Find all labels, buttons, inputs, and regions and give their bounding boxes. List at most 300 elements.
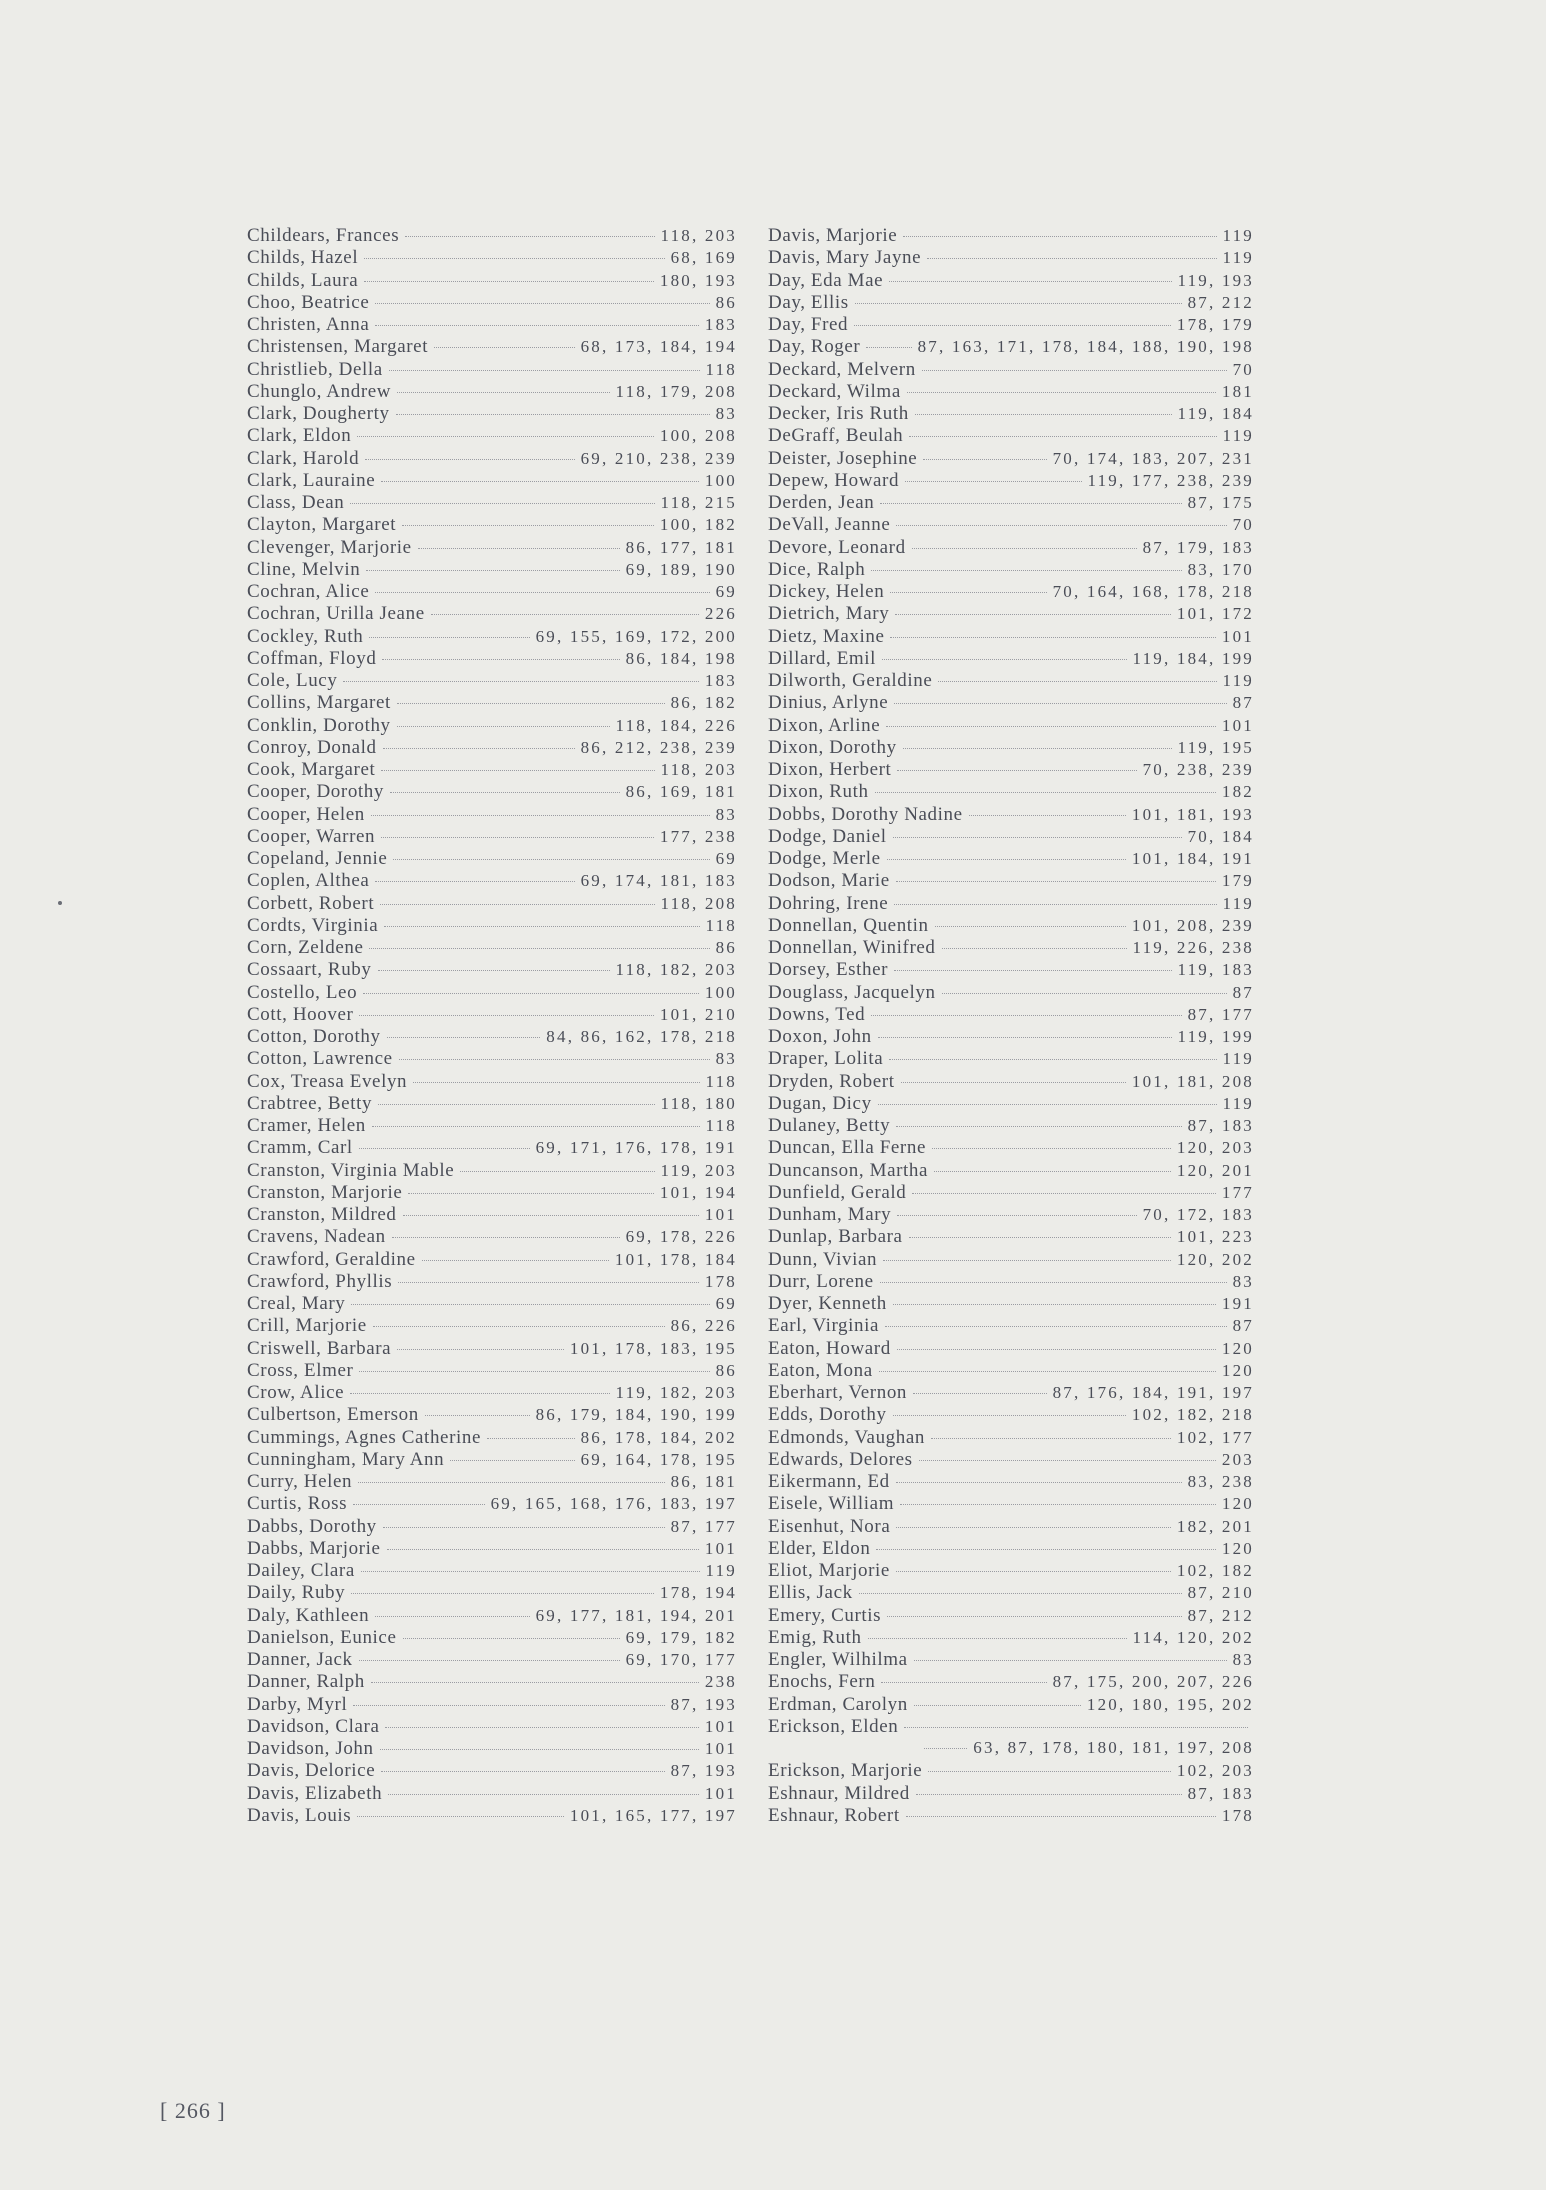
entry-name: Ellis, Jack: [768, 1582, 853, 1604]
index-entry: [768, 470, 1254, 492]
dot-leader: [906, 1816, 1216, 1817]
index-entry: [768, 1694, 1254, 1716]
entry-name: Edds, Dorothy: [768, 1404, 887, 1426]
dot-leader: [897, 770, 1136, 771]
dot-leader: [460, 1171, 654, 1172]
index-entry: [768, 1026, 1254, 1048]
entry-name: Cotton, Dorothy: [247, 1026, 381, 1047]
dot-leader: [403, 1638, 620, 1639]
entry-pages: 180, 193: [659, 270, 737, 290]
entry-pages: 87, 175, 200, 207, 226: [1052, 1672, 1254, 1692]
entry-pages: 118, 215: [660, 493, 737, 512]
entry-pages: 69, 164, 178, 195: [580, 1449, 737, 1469]
entry-name: Dunham, Mary: [768, 1204, 892, 1225]
entry-pages: 83: [1232, 1650, 1254, 1669]
dot-leader: [405, 236, 654, 237]
entry-name: DeVall, Jeanne: [768, 514, 891, 536]
dot-leader: [889, 281, 1171, 282]
entry-pages: 101, 178, 183, 195: [569, 1338, 737, 1358]
dot-leader: [351, 1593, 654, 1594]
entry-name: Clark, Lauraine: [247, 469, 376, 491]
entry-pages: 120, 180, 195, 202: [1086, 1694, 1254, 1714]
index-entry: [247, 1516, 737, 1538]
index-entry: [768, 336, 1254, 358]
entry-pages: 178, 179: [1176, 315, 1254, 334]
entry-pages: 87, 183: [1187, 1783, 1254, 1803]
dot-leader: [890, 637, 1215, 638]
entry-name: Day, Ellis: [768, 291, 849, 313]
entry-name: Christen, Anna: [247, 314, 370, 335]
entry-pages: 101, 178, 184: [614, 1249, 737, 1269]
index-entry: [247, 470, 737, 492]
index-entry: [768, 1738, 1254, 1760]
entry-name: Daly, Kathleen: [247, 1604, 370, 1626]
index-entry: [247, 937, 737, 959]
entry-pages: 191: [1221, 1294, 1254, 1313]
index-entry: [768, 959, 1254, 981]
index-entry: [247, 1449, 737, 1471]
dot-leader: [408, 1193, 654, 1194]
entry-name: Childs, Hazel: [247, 247, 359, 269]
entry-name: Eshnaur, Robert: [768, 1804, 900, 1826]
index-entry: [247, 982, 737, 1004]
entry-name: Duncan, Ella Ferne: [768, 1137, 926, 1159]
entry-pages: 226: [704, 604, 737, 624]
entry-pages: 87, 183: [1187, 1116, 1254, 1135]
entry-name: Coplen, Althea: [247, 870, 370, 892]
dot-leader: [868, 1638, 1127, 1639]
entry-pages: 69: [715, 1294, 737, 1313]
entry-pages: 87, 175: [1187, 493, 1254, 512]
entry-pages: 118, 182, 203: [615, 960, 737, 980]
entry-pages: 87, 177: [670, 1516, 737, 1536]
entry-pages: 177: [1221, 1182, 1254, 1202]
dot-leader: [885, 1326, 1227, 1327]
entry-pages: 119: [705, 1561, 737, 1580]
index-entry: [768, 804, 1254, 826]
dot-leader: [938, 681, 1216, 682]
entry-name: Cole, Lucy: [247, 670, 338, 691]
index-entry: [768, 247, 1254, 269]
entry-pages: 118, 179, 208: [615, 381, 737, 401]
entry-pages: 69, 174, 181, 183: [580, 871, 737, 891]
entry-pages: 70, 172, 183: [1142, 1205, 1254, 1224]
entry-pages: 86, 212, 238, 239: [580, 737, 737, 757]
entry-pages: 87, 193: [670, 1694, 737, 1714]
index-entry: [768, 1716, 1254, 1738]
index-entry: [247, 1605, 737, 1627]
index-entry: [768, 826, 1254, 848]
index-entry: [768, 1783, 1254, 1805]
dot-leader: [912, 548, 1137, 549]
entry-pages: 119: [1222, 226, 1254, 245]
index-entry: [247, 270, 737, 292]
index-entry: [247, 1071, 737, 1093]
entry-pages: 101, 210: [659, 1004, 737, 1024]
entry-name: Corbett, Robert: [247, 892, 375, 914]
entry-pages: 83: [715, 404, 737, 423]
entry-pages: 119: [1222, 1049, 1254, 1069]
entry-pages: 100, 182: [659, 515, 737, 535]
index-entry: [247, 959, 737, 981]
dot-leader: [922, 370, 1227, 371]
entry-name: Conklin, Dorothy: [247, 714, 391, 736]
dot-leader: [487, 1438, 575, 1439]
entry-pages: 86: [715, 1360, 737, 1380]
index-entry: [247, 1293, 737, 1315]
dot-leader: [418, 548, 620, 549]
index-entry: [247, 1226, 737, 1248]
entry-pages: 101: [704, 1538, 737, 1558]
index-entry: [247, 359, 737, 381]
entry-name: Cochran, Urilla Jeane: [247, 603, 425, 625]
entry-pages: 87, 163, 171, 178, 184, 188, 190, 198: [917, 337, 1254, 357]
entry-name: Cline, Melvin: [247, 558, 361, 580]
entry-pages: 86, 169, 181: [625, 782, 737, 802]
entry-pages: 70, 238, 239: [1142, 760, 1254, 779]
index-entry: [247, 1115, 737, 1137]
entry-pages: 83, 238: [1187, 1472, 1254, 1491]
entry-name: Costello, Leo: [247, 981, 358, 1003]
entry-pages: 101, 223: [1176, 1227, 1254, 1247]
index-entry: [768, 715, 1254, 737]
dot-leader: [383, 1527, 665, 1528]
entry-pages: 177, 238: [659, 826, 737, 846]
entry-name: Collins, Margaret: [247, 692, 391, 714]
dot-leader: [887, 859, 1126, 860]
entry-pages: 87: [1232, 693, 1254, 713]
entry-pages: 101, 181, 208: [1131, 1071, 1254, 1091]
dot-leader: [896, 1126, 1181, 1127]
index-entry: [247, 1404, 737, 1426]
entry-name: Edmonds, Vaughan: [768, 1426, 926, 1448]
index-entry: [247, 804, 737, 826]
entry-pages: 87: [1232, 982, 1254, 1002]
index-entry: [247, 1160, 737, 1182]
entry-pages: 87, 212: [1187, 1605, 1254, 1625]
dot-leader: [894, 703, 1226, 704]
index-entry: [247, 1493, 737, 1515]
entry-pages: 101: [1221, 626, 1254, 646]
entry-pages: 182: [1221, 782, 1254, 802]
dot-leader: [912, 1193, 1216, 1194]
entry-pages: 70, 184: [1187, 826, 1254, 846]
entry-pages: 119, 226, 238: [1132, 938, 1254, 957]
entry-name: Dodson, Marie: [768, 870, 890, 892]
dot-leader: [359, 1660, 620, 1661]
index-entry: [768, 781, 1254, 803]
entry-name: Daily, Ruby: [247, 1582, 346, 1604]
entry-pages: 69, 177, 181, 194, 201: [535, 1605, 737, 1625]
dot-leader: [896, 1482, 1182, 1483]
entry-name: Cossaart, Ruby: [247, 959, 372, 981]
index-entry: [247, 1137, 737, 1159]
dot-leader: [855, 303, 1182, 304]
entry-pages: 119: [1222, 248, 1254, 268]
dot-leader: [914, 1705, 1081, 1706]
index-entry: [768, 670, 1254, 692]
entry-pages: 69, 171, 176, 178, 191: [535, 1138, 737, 1158]
entry-name: Eikermann, Ed: [768, 1471, 890, 1492]
dot-leader: [343, 681, 698, 682]
dot-leader: [375, 881, 574, 882]
entry-pages: 119: [1222, 426, 1254, 446]
index-entry: [768, 1649, 1254, 1671]
dot-leader: [887, 1616, 1181, 1617]
entry-pages: 101: [704, 1205, 737, 1224]
dot-leader: [396, 414, 710, 415]
entry-name: Clark, Eldon: [247, 425, 352, 447]
dot-leader: [380, 1749, 699, 1750]
index-entry: [247, 225, 737, 247]
index-entry: [768, 1605, 1254, 1627]
dot-leader: [375, 1616, 529, 1617]
dot-leader: [431, 614, 699, 615]
dot-leader: [397, 726, 610, 727]
entry-name: Edwards, Delores: [768, 1448, 913, 1470]
index-entry: [247, 870, 737, 892]
entry-name: Corn, Zeldene: [247, 937, 364, 958]
entry-name: Childears, Frances: [247, 225, 400, 246]
entry-name: Dillard, Emil: [768, 647, 877, 669]
dot-leader: [886, 726, 1216, 727]
dot-leader: [363, 993, 699, 994]
entry-name: Dailey, Clara: [247, 1560, 355, 1581]
dot-leader: [859, 1593, 1182, 1594]
index-entry: [247, 1360, 737, 1382]
entry-name: Criswell, Barbara: [247, 1337, 392, 1359]
index-entry: [247, 715, 737, 737]
index-entry: [768, 270, 1254, 292]
entry-pages: 203: [1221, 1449, 1254, 1469]
entry-pages: 70, 164, 168, 178, 218: [1052, 582, 1254, 601]
entry-name: Davidson, Clara: [247, 1715, 380, 1737]
dot-leader: [931, 1438, 1171, 1439]
entry-pages: 69, 189, 190: [625, 559, 737, 579]
dot-leader: [357, 1816, 564, 1817]
entry-pages: 101: [704, 1716, 737, 1736]
dot-leader: [896, 525, 1226, 526]
dot-leader: [393, 859, 709, 860]
entry-pages: 87: [1232, 1316, 1254, 1336]
entry-name: Downs, Ted: [768, 1003, 866, 1025]
index-entry: [768, 603, 1254, 625]
index-entry: [768, 1805, 1254, 1827]
index-entry: [247, 648, 737, 670]
entry-name: Crawford, Phyllis: [247, 1270, 393, 1292]
entry-name: Curtis, Ross: [247, 1493, 348, 1515]
entry-name: Cramm, Carl: [247, 1137, 353, 1159]
entry-name: Dietz, Maxine: [768, 625, 885, 647]
index-entry: [768, 1382, 1254, 1404]
dot-leader: [350, 1393, 609, 1394]
entry-name: Cooper, Helen: [247, 803, 365, 825]
entry-name: Cockley, Ruth: [247, 625, 364, 647]
entry-pages: 182, 201: [1176, 1516, 1254, 1536]
dot-leader: [353, 1705, 664, 1706]
index-entry: [768, 1004, 1254, 1026]
index-entry: [768, 1338, 1254, 1360]
entry-name: Cotton, Lawrence: [247, 1048, 393, 1070]
entry-name: Cochran, Alice: [247, 581, 370, 602]
entry-name: Dunlap, Barbara: [768, 1226, 903, 1248]
index-entry: [247, 559, 737, 581]
dot-leader: [905, 481, 1081, 482]
entry-name: Davis, Mary Jayne: [768, 247, 922, 269]
entry-pages: 118, 184, 226: [615, 715, 737, 735]
entry-pages: 83: [715, 804, 737, 824]
index-entry: [768, 982, 1254, 1004]
index-entry: [768, 648, 1254, 670]
entry-pages: 86, 184, 198: [625, 648, 737, 668]
dot-leader: [351, 1304, 709, 1305]
index-entry: [768, 737, 1254, 759]
entry-name: Davis, Delorice: [247, 1760, 376, 1782]
index-entry: [247, 1093, 737, 1115]
entry-name: Clark, Dougherty: [247, 403, 390, 424]
index-entry: [247, 670, 737, 692]
entry-name: Dodge, Merle: [768, 848, 881, 869]
index-entry: [768, 359, 1254, 381]
entry-pages: 119, 184: [1177, 404, 1254, 423]
index-entry: [768, 1226, 1254, 1248]
dot-leader: [413, 1082, 699, 1083]
dot-leader: [897, 1349, 1216, 1350]
entry-pages: 69, 179, 182: [625, 1627, 737, 1647]
entry-pages: 178, 194: [659, 1583, 737, 1603]
index-entry: [247, 314, 737, 336]
entry-name: Donnellan, Quentin: [768, 914, 929, 936]
entry-pages: 87, 193: [670, 1761, 737, 1781]
entry-name: Dugan, Dicy: [768, 1092, 872, 1114]
entry-pages: 102, 182: [1176, 1561, 1254, 1580]
index-entry: [247, 759, 737, 781]
dot-leader: [371, 1682, 699, 1683]
entry-name: Eaton, Mona: [768, 1359, 873, 1381]
dot-leader: [896, 1571, 1171, 1572]
dot-leader: [880, 503, 1181, 504]
dot-leader: [879, 1371, 1216, 1372]
entry-name: Christensen, Margaret: [247, 336, 429, 358]
entry-name: Eisenhut, Nora: [768, 1515, 891, 1537]
index-entry: [247, 1805, 737, 1827]
index-entry: [247, 1026, 737, 1048]
entry-pages: 118: [705, 915, 737, 935]
dot-leader: [881, 1682, 1046, 1683]
index-entry: [768, 1493, 1254, 1515]
dot-leader: [381, 770, 654, 771]
entry-name: Eaton, Howard: [768, 1337, 891, 1359]
entry-name: Elder, Eldon: [768, 1537, 871, 1559]
index-entry: [247, 1783, 737, 1805]
entry-name: Day, Fred: [768, 314, 849, 335]
index-entry: [247, 1538, 737, 1560]
dot-leader: [373, 1326, 665, 1327]
entry-pages: 100, 208: [659, 426, 737, 446]
entry-pages: 83, 170: [1187, 559, 1254, 579]
dot-leader: [854, 325, 1171, 326]
index-entry: [768, 1249, 1254, 1271]
index-entry: [247, 581, 737, 603]
index-entry: [247, 1249, 737, 1271]
entry-pages: 86, 178, 184, 202: [580, 1427, 737, 1447]
entry-pages: 120: [1221, 1494, 1254, 1514]
dot-leader: [942, 948, 1127, 949]
index-entry: [247, 1738, 737, 1760]
dot-leader: [381, 837, 654, 838]
entry-name: Deckard, Wilma: [768, 380, 901, 402]
entry-name: Cravens, Nadean: [247, 1226, 386, 1248]
entry-name: Dickey, Helen: [768, 581, 885, 602]
dot-leader: [894, 904, 1216, 905]
entry-name: Eshnaur, Mildred: [768, 1782, 910, 1804]
index-entry: [247, 1204, 737, 1226]
entry-name: Earl, Virginia: [768, 1315, 880, 1337]
entry-name: Cross, Elmer: [247, 1359, 354, 1381]
index-entry: [768, 692, 1254, 714]
dot-leader: [353, 1504, 484, 1505]
dot-leader: [934, 1171, 1171, 1172]
entry-name: Class, Dean: [247, 492, 345, 513]
entry-name: Eberhart, Vernon: [768, 1382, 908, 1403]
entry-pages: 120: [1221, 1538, 1254, 1558]
entry-pages: 118: [705, 1116, 737, 1135]
dot-leader: [866, 347, 911, 348]
entry-pages: 119, 182, 203: [615, 1383, 737, 1402]
entry-pages: 119, 193: [1177, 270, 1254, 290]
entry-pages: 86, 177, 181: [625, 537, 737, 557]
index-entry: [247, 1671, 737, 1693]
dot-leader: [357, 436, 654, 437]
index-entry: [247, 1382, 737, 1404]
dot-leader: [371, 815, 710, 816]
entry-pages: 119: [1222, 671, 1254, 690]
dot-leader: [895, 614, 1171, 615]
dot-leader: [402, 525, 654, 526]
entry-name: Duncanson, Martha: [768, 1159, 929, 1181]
entry-pages: 68, 173, 184, 194: [580, 337, 737, 357]
entry-pages: 179: [1221, 871, 1254, 891]
dot-leader: [397, 703, 665, 704]
dot-leader: [915, 414, 1172, 415]
index-entry: [247, 893, 737, 915]
index-entry: [768, 1627, 1254, 1649]
index-entry: [247, 403, 737, 425]
entry-name: Enochs, Fern: [768, 1671, 876, 1693]
dot-leader: [914, 1660, 1227, 1661]
dot-leader: [916, 1794, 1182, 1795]
entry-name: Clark, Harold: [247, 447, 360, 469]
index-entry: [768, 1404, 1254, 1426]
entry-name: Cook, Margaret: [247, 759, 376, 780]
entry-name: Cummings, Agnes Catherine: [247, 1426, 482, 1448]
entry-pages: 101, 172: [1176, 604, 1254, 624]
index-entry: [768, 1671, 1254, 1693]
index-entry: [247, 1627, 737, 1649]
entry-name: Dixon, Herbert: [768, 759, 892, 780]
entry-name: Dunn, Vivian: [768, 1248, 878, 1270]
dot-leader: [909, 1237, 1171, 1238]
entry-name: Erickson, Elden: [768, 1715, 899, 1737]
entry-name: Dorsey, Esther: [768, 959, 889, 981]
entry-name: Day, Eda Mae: [768, 269, 884, 291]
dot-leader: [923, 459, 1046, 460]
entry-name: Darby, Myrl: [247, 1693, 348, 1715]
entry-pages: 119, 177, 238, 239: [1087, 470, 1254, 490]
entry-pages: 120, 201: [1176, 1160, 1254, 1180]
dot-leader: [907, 392, 1216, 393]
entry-name: Copeland, Jennie: [247, 848, 388, 869]
